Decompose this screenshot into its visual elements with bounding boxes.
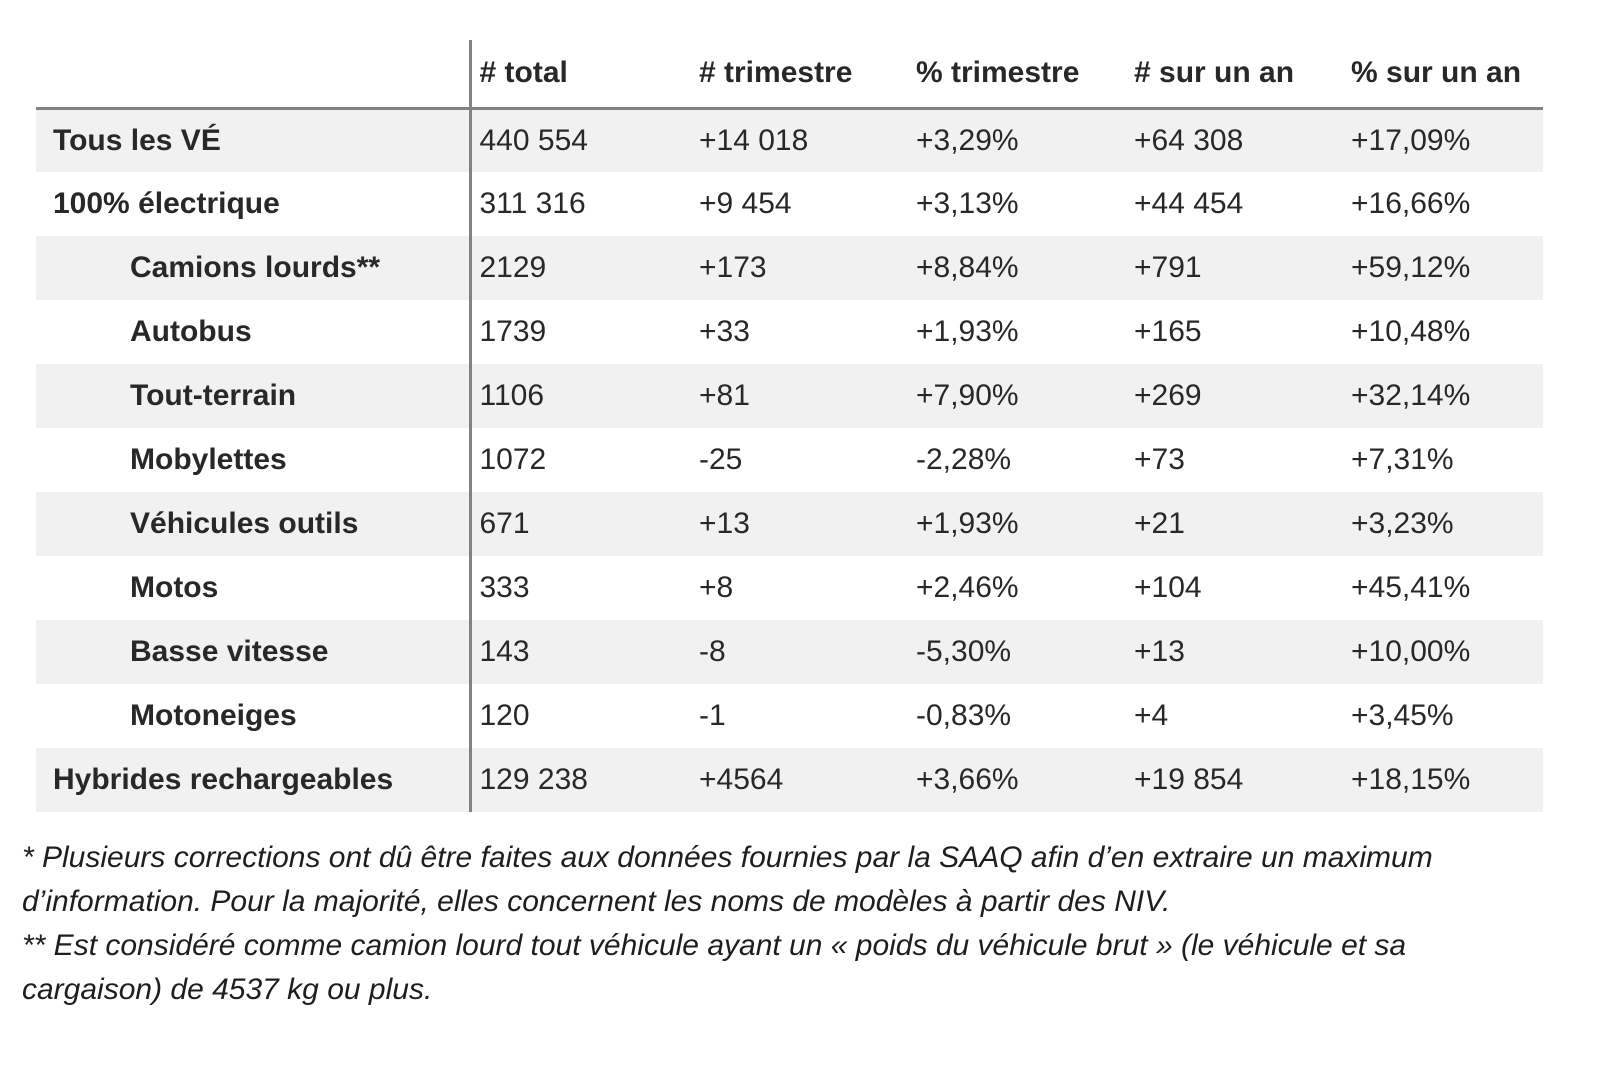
table-row [36, 172, 1543, 236]
header-year-pct: % sur un an [1343, 40, 1543, 108]
cell-total: 440 554 [470, 108, 691, 172]
header-trimestre-count: # trimestre [691, 40, 908, 108]
cell-year-count: +104 [1134, 571, 1202, 604]
cell-year-count: +165 [1134, 315, 1202, 348]
row-label: Hybrides rechargeables [53, 763, 394, 796]
table-header-row [36, 40, 1543, 108]
row-label: Autobus [130, 315, 252, 348]
cell-trimestre-count: +8 [699, 571, 734, 604]
cell-year-pct: +3,23% [1351, 507, 1454, 540]
cell-trimestre-pct: -5,30% [916, 635, 1012, 668]
row-label: Motoneiges [130, 699, 297, 732]
cell-year-pct: +10,00% [1351, 635, 1471, 668]
cell-total: 311 316 [470, 172, 691, 236]
ev-stats-table [36, 40, 1543, 812]
table-row [36, 364, 1543, 428]
table-row [36, 556, 1543, 620]
cell-trimestre-pct: +8,84% [916, 251, 1019, 284]
cell-year-count: +4 [1134, 699, 1169, 732]
cell-year-pct: +3,45% [1351, 699, 1454, 732]
cell-trimestre-count: +13 [699, 507, 750, 540]
footnote-camion-lourd: ** Est considéré comme camion lourd tout véhicule ayant un « poids du véhicule brut » (le véhicule et sa cargaison) de 4537 kg ou plus. [22, 929, 1407, 1006]
cell-trimestre-pct: +3,13% [916, 187, 1019, 220]
cell-year-count: +791 [1134, 251, 1202, 284]
ev-stats-table-container [36, 40, 1543, 812]
row-label: Mobylettes [130, 443, 287, 476]
header-empty [36, 40, 470, 108]
table-row [36, 492, 1543, 556]
cell-year-count: +44 454 [1134, 187, 1244, 220]
cell-trimestre-count: +14 018 [699, 123, 809, 157]
cell-trimestre-pct: -0,83% [916, 699, 1012, 732]
cell-trimestre-pct: +1,93% [916, 507, 1019, 540]
row-label: Tous les VÉ [53, 123, 221, 157]
cell-trimestre-count: -8 [699, 635, 726, 668]
cell-trimestre-pct: +2,46% [916, 571, 1019, 604]
row-label: 100% électrique [53, 187, 280, 220]
cell-trimestre-count: +4564 [699, 763, 784, 796]
cell-total: 2129 [470, 236, 691, 300]
row-label: Véhicules outils [130, 507, 359, 540]
cell-year-count: +64 308 [1134, 123, 1244, 157]
cell-trimestre-pct: +1,93% [916, 315, 1019, 348]
cell-total: 671 [470, 492, 691, 556]
cell-trimestre-count: -25 [699, 443, 743, 476]
cell-year-pct: +59,12% [1351, 251, 1471, 284]
footnote-saaq: * Plusieurs corrections ont dû être faites aux données fournies par la SAAQ afin d’en extraire un maximum d’information. Pour la majorité, elles concernent les noms de modèles à partir des NIV. [22, 841, 1433, 918]
cell-year-count: +21 [1134, 507, 1185, 540]
cell-year-pct: +18,15% [1351, 763, 1471, 796]
cell-trimestre-pct: +3,29% [916, 123, 1019, 157]
cell-year-count: +269 [1134, 379, 1202, 412]
cell-total: 143 [470, 620, 691, 684]
cell-year-count: +13 [1134, 635, 1185, 668]
table-row [36, 684, 1543, 748]
row-label: Camions lourds** [130, 251, 381, 284]
cell-trimestre-count: +9 454 [699, 187, 792, 220]
cell-year-pct: +16,66% [1351, 187, 1471, 220]
cell-year-count: +19 854 [1134, 763, 1244, 796]
row-label: Basse vitesse [130, 635, 329, 668]
cell-total: 129 238 [470, 748, 691, 812]
row-label: Motos [130, 571, 219, 604]
cell-total: 1106 [470, 364, 691, 428]
table-row [36, 748, 1543, 812]
cell-year-pct: +7,31% [1351, 443, 1454, 476]
cell-year-pct: +32,14% [1351, 379, 1471, 412]
cell-total: 1739 [470, 300, 691, 364]
cell-total: 120 [470, 684, 691, 748]
cell-year-pct: +17,09% [1351, 123, 1471, 157]
cell-trimestre-count: -1 [699, 699, 726, 732]
cell-trimestre-count: +173 [699, 251, 767, 284]
cell-year-count: +73 [1134, 443, 1185, 476]
table-row [36, 428, 1543, 492]
row-label: Tout-terrain [130, 379, 297, 412]
table-row [36, 108, 1543, 172]
cell-trimestre-count: +81 [699, 379, 750, 412]
cell-trimestre-pct: +7,90% [916, 379, 1019, 412]
cell-trimestre-count: +33 [699, 315, 750, 348]
header-total: # total [470, 40, 691, 108]
cell-total: 1072 [470, 428, 691, 492]
table-row [36, 236, 1543, 300]
cell-year-pct: +10,48% [1351, 315, 1471, 348]
cell-trimestre-pct: -2,28% [916, 443, 1012, 476]
cell-year-pct: +45,41% [1351, 571, 1471, 604]
header-year-count: # sur un an [1126, 40, 1343, 108]
footnotes [22, 836, 1522, 1006]
table-row [36, 620, 1543, 684]
table-row [36, 300, 1543, 364]
header-trimestre-pct: % trimestre [908, 40, 1126, 108]
cell-total: 333 [470, 556, 691, 620]
cell-trimestre-pct: +3,66% [916, 763, 1019, 796]
